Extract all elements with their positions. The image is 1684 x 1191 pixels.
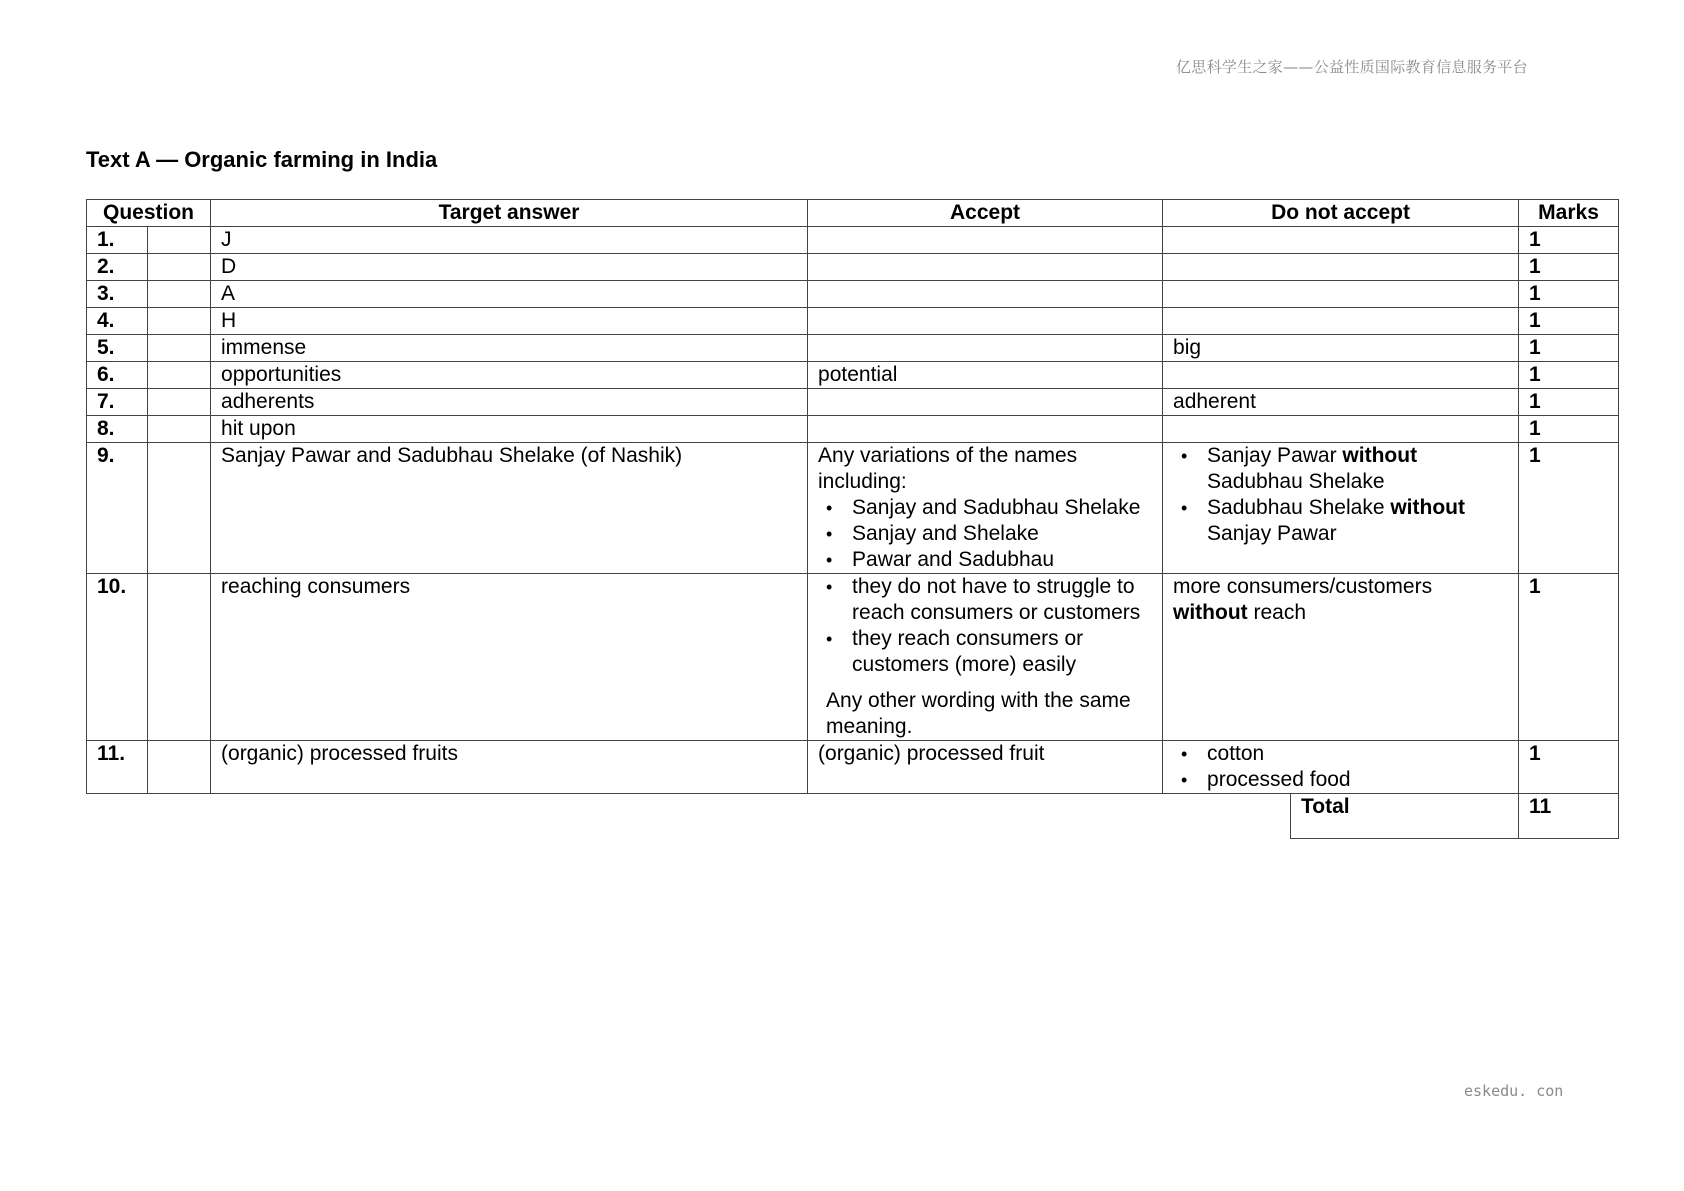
- blank-cell: [148, 308, 211, 335]
- accept-cell: [808, 308, 1163, 335]
- not-accept-cell: [1163, 362, 1519, 389]
- target-answer: adherents: [211, 389, 808, 416]
- item-keyword: without: [1390, 496, 1465, 519]
- watermark-top: 亿思科学生之家——公益性质国际教育信息服务平台: [1176, 58, 1528, 76]
- accept-cell: [808, 389, 1163, 416]
- accept-cell: [808, 416, 1163, 443]
- not-accept-list: [1173, 443, 1508, 547]
- accept-cell: (organic) processed fruit: [808, 741, 1163, 794]
- marks-cell: 1: [1519, 335, 1619, 362]
- mark-scheme-table: [86, 199, 1619, 839]
- list-item: • Pawar and Sadubhau: [852, 547, 1152, 573]
- accept-cell: [808, 443, 1163, 574]
- not-accept-cell: [1163, 574, 1519, 741]
- target-answer: A: [211, 281, 808, 308]
- table-row: [87, 254, 1619, 281]
- marks-cell: 1: [1519, 254, 1619, 281]
- accept-cell: [808, 254, 1163, 281]
- accept-list: [818, 574, 1152, 678]
- question-number: 6.: [87, 362, 148, 389]
- header-marks: Marks: [1519, 200, 1619, 227]
- marks-cell: 1: [1519, 389, 1619, 416]
- table-row: [87, 227, 1619, 254]
- blank-cell: [148, 335, 211, 362]
- not-accept-cell: big: [1163, 335, 1519, 362]
- marks-cell: 1: [1519, 741, 1619, 794]
- question-number: 4.: [87, 308, 148, 335]
- page-title: Text A — Organic farming in India: [86, 147, 438, 172]
- target-answer: reaching consumers: [211, 574, 808, 741]
- list-item: • processed food: [1207, 767, 1508, 793]
- list-item: • Sanjay and Shelake: [852, 521, 1152, 547]
- marks-cell: 1: [1519, 227, 1619, 254]
- marks-cell: 1: [1519, 443, 1619, 574]
- question-number: 5.: [87, 335, 148, 362]
- total-label: Total: [1291, 794, 1519, 839]
- question-number: 7.: [87, 389, 148, 416]
- accept-cell: [808, 281, 1163, 308]
- not-accept-cell: adherent: [1163, 389, 1519, 416]
- target-answer: opportunities: [211, 362, 808, 389]
- marks-cell: 1: [1519, 574, 1619, 741]
- list-item: • they reach consumers or customers (more) easily: [852, 626, 1152, 678]
- not-accept-cell: [1163, 281, 1519, 308]
- header-row: [87, 200, 1619, 227]
- table-row: [87, 741, 1619, 794]
- not-accept-cell: [1163, 416, 1519, 443]
- not-accept-cell: [1163, 227, 1519, 254]
- blank-cell: [148, 254, 211, 281]
- target-answer: immense: [211, 335, 808, 362]
- accept-cell: potential: [808, 362, 1163, 389]
- question-number: 3.: [87, 281, 148, 308]
- blank-cell: [148, 389, 211, 416]
- blank-cell: [148, 362, 211, 389]
- marks-cell: 1: [1519, 416, 1619, 443]
- not-accept-list: [1173, 741, 1508, 793]
- marks-cell: 1: [1519, 362, 1619, 389]
- blank-cell: [148, 741, 211, 794]
- item-text: reach: [1247, 601, 1307, 624]
- question-number: 1.: [87, 227, 148, 254]
- item-text: Sanjay Pawar: [1207, 444, 1343, 467]
- target-answer: H: [211, 308, 808, 335]
- table-row: [87, 389, 1619, 416]
- accept-cell: [808, 574, 1163, 741]
- list-item: • they do not have to struggle to reach consumers or customers: [852, 574, 1152, 626]
- not-accept-cell: [1163, 308, 1519, 335]
- spacer-cell: [87, 794, 1291, 839]
- target-answer: Sanjay Pawar and Sadubhau Shelake (of Nashik): [211, 443, 808, 574]
- table-row: [87, 281, 1619, 308]
- item-text: Sadubhau Shelake: [1207, 470, 1385, 493]
- item-keyword: without: [1173, 601, 1248, 624]
- table-row: [87, 308, 1619, 335]
- target-answer: J: [211, 227, 808, 254]
- list-item: • Sanjay and Sadubhau Shelake: [852, 495, 1152, 521]
- marks-cell: 1: [1519, 308, 1619, 335]
- marks-cell: 1: [1519, 281, 1619, 308]
- question-number: 8.: [87, 416, 148, 443]
- table-row: [87, 443, 1619, 574]
- total-value: 11: [1519, 794, 1619, 839]
- question-number: 11.: [87, 741, 148, 794]
- table-row: [87, 574, 1619, 741]
- target-answer: D: [211, 254, 808, 281]
- item-text: Sanjay Pawar: [1207, 522, 1337, 545]
- accept-cell: [808, 227, 1163, 254]
- accept-note: Any other wording with the same meaning.: [826, 689, 1131, 738]
- target-answer: (organic) processed fruits: [211, 741, 808, 794]
- blank-cell: [148, 443, 211, 574]
- accept-intro: Any variations of the names including:: [818, 444, 1078, 493]
- table-row: [87, 335, 1619, 362]
- not-accept-cell: [1163, 254, 1519, 281]
- total-row: [87, 794, 1619, 839]
- watermark-bottom: eskedu. con: [1464, 1082, 1564, 1100]
- blank-cell: [148, 574, 211, 741]
- header-question: Question: [87, 200, 211, 227]
- blank-cell: [148, 416, 211, 443]
- table-row: [87, 416, 1619, 443]
- header-accept: Accept: [808, 200, 1163, 227]
- list-item: [1207, 443, 1508, 495]
- question-number: 10.: [87, 574, 148, 741]
- blank-cell: [148, 227, 211, 254]
- item-text: more consumers/customers: [1173, 575, 1433, 598]
- list-item: [1207, 495, 1508, 547]
- item-keyword: without: [1342, 444, 1418, 467]
- header-do-not-accept: Do not accept: [1163, 200, 1519, 227]
- header-target-answer: Target answer: [211, 200, 808, 227]
- accept-list: [818, 495, 1152, 573]
- not-accept-cell: [1163, 741, 1519, 794]
- not-accept-cell: [1163, 443, 1519, 574]
- question-number: 9.: [87, 443, 148, 574]
- target-answer: hit upon: [211, 416, 808, 443]
- blank-cell: [148, 281, 211, 308]
- question-number: 2.: [87, 254, 148, 281]
- item-text: Sadubhau Shelake: [1207, 496, 1391, 519]
- list-item: • cotton: [1207, 741, 1508, 767]
- accept-cell: [808, 335, 1163, 362]
- table-row: [87, 362, 1619, 389]
